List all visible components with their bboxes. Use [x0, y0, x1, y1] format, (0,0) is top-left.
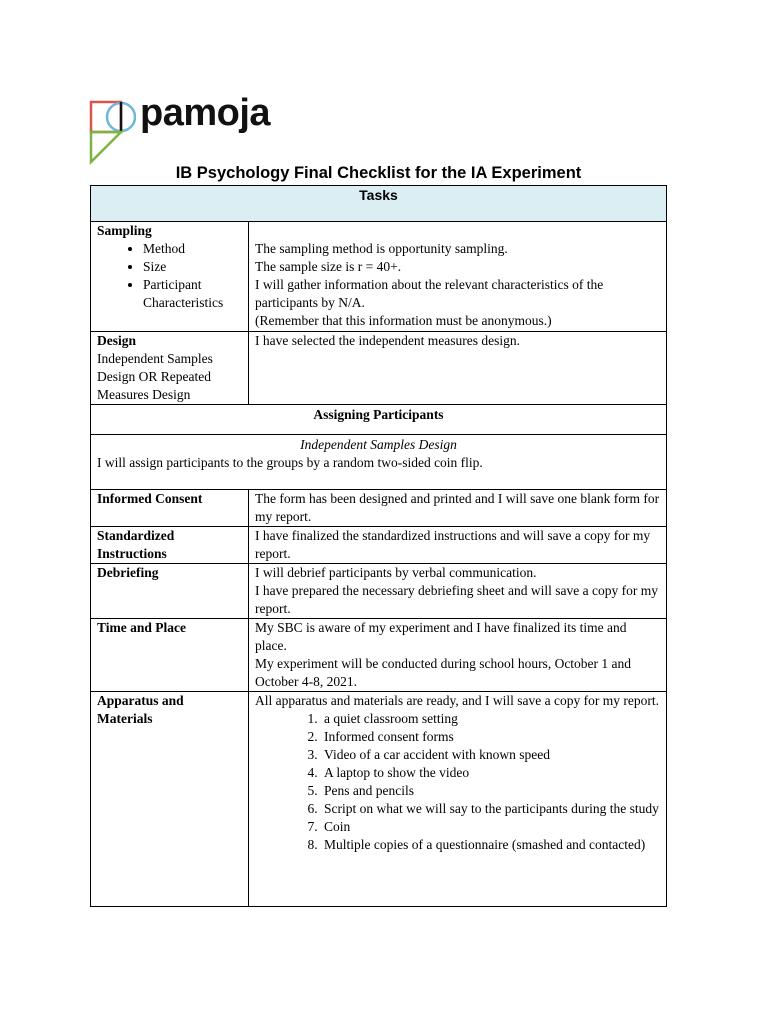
sampling-label: Sampling	[97, 223, 152, 238]
debriefing-method-text: I will debrief participants by verbal communication.	[255, 565, 537, 580]
sampling-note-text: (Remember that this information must be anonymous.)	[255, 313, 552, 328]
apparatus-text-cell	[249, 692, 667, 907]
design-row	[91, 332, 667, 405]
list-item: 2. Informed consent forms	[321, 728, 660, 746]
standardized-instructions-row	[91, 527, 667, 564]
list-item: 5. Pens and pencils	[321, 782, 660, 800]
sampling-label-cell	[91, 222, 249, 332]
apparatus-list	[255, 710, 660, 854]
list-item: 8. Multiple copies of a questionnaire (smashed and contacted)	[321, 836, 660, 854]
assigning-subtitle: Independent Samples Design	[300, 437, 457, 452]
design-text-cell: I have selected the independent measures design.	[249, 332, 667, 405]
time-place-awareness-text: My SBC is aware of my experiment and I have finalized its time and place.	[255, 620, 627, 653]
pamoja-logo-mark-icon	[88, 96, 136, 168]
apparatus-row	[91, 692, 667, 907]
assigning-cell	[91, 435, 667, 490]
list-item: 3. Video of a car accident with known speed	[321, 746, 660, 764]
tasks-header: Tasks	[91, 186, 667, 222]
pamoja-logo	[88, 92, 298, 168]
list-item: 1. a quiet classroom setting	[321, 710, 660, 728]
checklist-table	[90, 185, 667, 907]
design-label: Design	[97, 333, 137, 348]
apparatus-label: Apparatus and Materials	[91, 692, 249, 907]
sampling-bullet-list	[97, 240, 242, 312]
page-title: IB Psychology Final Checklist for the IA Experiment	[175, 164, 582, 182]
debriefing-text-cell	[249, 564, 667, 619]
list-item: 7. Coin	[321, 818, 660, 836]
list-item: • Participant Characteristics	[143, 276, 242, 312]
list-item: 6. Script on what we will say to the participants during the study	[321, 800, 660, 818]
list-item: 4. A laptop to show the video	[321, 764, 660, 782]
assigning-title-row	[91, 405, 667, 435]
time-place-row	[91, 619, 667, 692]
assigning-row	[91, 435, 667, 490]
assigning-text: I will assign participants to the groups by a random two-sided coin flip.	[97, 455, 483, 470]
informed-consent-text: The form has been designed and printed and I will save one blank form for my report.	[249, 490, 667, 527]
standardized-instructions-text: I have finalized the standardized instructions and will save a copy for my report.	[249, 527, 667, 564]
design-label-cell	[91, 332, 249, 405]
standardized-instructions-label: Standardized Instructions	[91, 527, 249, 564]
table-header-row	[91, 186, 667, 222]
sampling-text-cell	[249, 222, 667, 332]
informed-consent-label: Informed Consent	[91, 490, 249, 527]
apparatus-intro-text: All apparatus and materials are ready, and I will save a copy for my report.	[255, 693, 659, 708]
debriefing-label: Debriefing	[91, 564, 249, 619]
assigning-title: Assigning Participants	[91, 405, 667, 435]
sampling-method-text: The sampling method is opportunity sampling.	[255, 241, 508, 256]
list-item: • Size	[143, 258, 242, 276]
time-place-schedule-text: My experiment will be conducted during school hours, October 1 and October 4-8, 2021.	[255, 656, 632, 689]
informed-consent-row	[91, 490, 667, 527]
debriefing-sheet-text: I have prepared the necessary debriefing sheet and will save a copy for my report.	[255, 583, 658, 616]
design-sub-label: Independent Samples Design OR Repeated Measures Design	[97, 351, 213, 402]
logo-wordmark: pamoja	[140, 92, 271, 134]
list-item: • Method	[143, 240, 242, 258]
sampling-size-text: The sample size is r = 40+.	[255, 259, 402, 274]
time-place-label: Time and Place	[91, 619, 249, 692]
sampling-characteristics-text: I will gather information about the relevant characteristics of the participants by N/A.	[255, 277, 604, 310]
sampling-row	[91, 222, 667, 332]
debriefing-row	[91, 564, 667, 619]
time-place-text-cell	[249, 619, 667, 692]
